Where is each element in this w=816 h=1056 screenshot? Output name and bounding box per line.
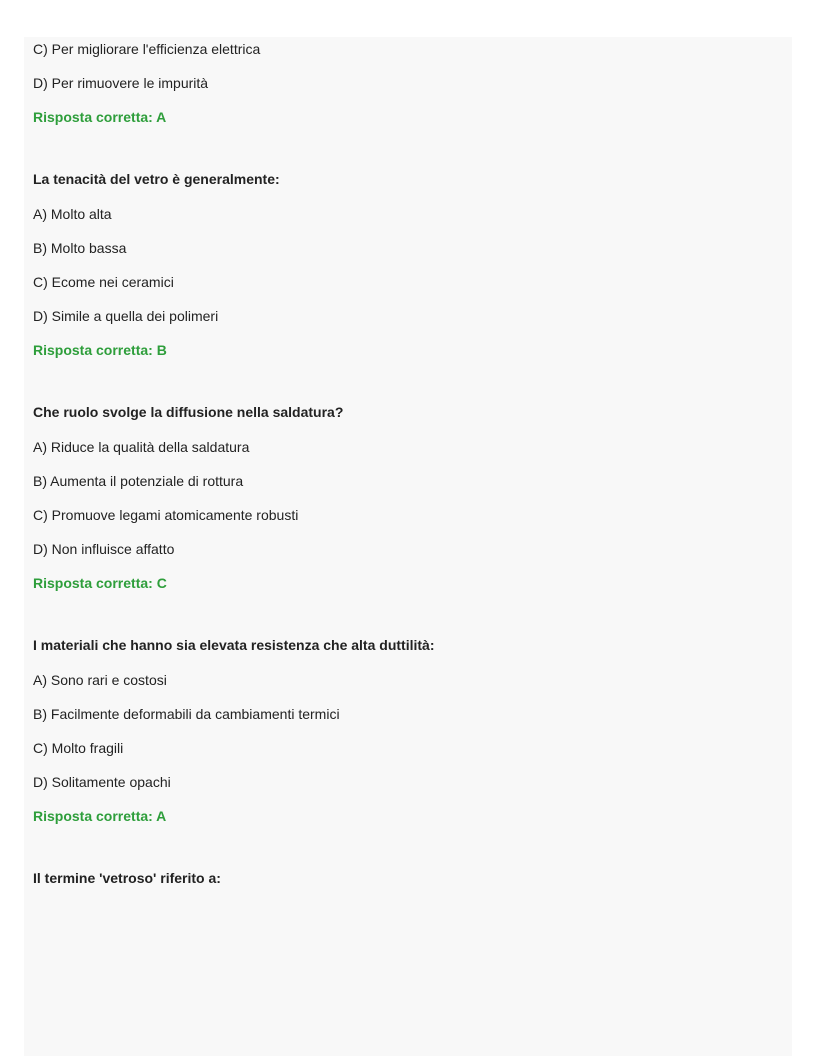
answer-option: B) Molto bassa — [33, 240, 127, 256]
answer-option: D) Simile a quella dei polimeri — [33, 308, 219, 324]
question-block — [33, 171, 783, 358]
answer-option: A) Sono rari e costosi — [33, 672, 167, 688]
answer-option: C) Promuove legami atomicamente robusti — [33, 507, 299, 523]
correct-answer: Risposta corretta: B — [33, 342, 167, 358]
question-block — [33, 637, 783, 824]
answer-option: C) Ecome nei ceramici — [33, 274, 174, 290]
question-block — [33, 37, 783, 125]
question-text: Che ruolo svolge la diffusione nella saldatura? — [33, 404, 344, 420]
quiz-panel — [24, 37, 792, 1056]
quiz-content — [33, 37, 783, 905]
question-text: La tenacità del vetro è generalmente: — [33, 171, 280, 187]
correct-answer: Risposta corretta: A — [33, 109, 167, 125]
answer-option: D) Non influisce affatto — [33, 541, 175, 557]
question-block — [33, 404, 783, 591]
question-text: Il termine 'vetroso' riferito a: — [33, 870, 221, 886]
answer-option: C) Molto fragili — [33, 740, 124, 756]
answer-option: A) Molto alta — [33, 206, 112, 222]
answer-option: D) Per rimuovere le impurità — [33, 75, 209, 91]
question-block — [33, 870, 783, 886]
answer-option: B) Aumenta il potenziale di rottura — [33, 473, 244, 489]
answer-option: B) Facilmente deformabili da cambiamenti termici — [33, 706, 340, 722]
correct-answer: Risposta corretta: A — [33, 808, 167, 824]
answer-option: C) Per migliorare l'efficienza elettrica — [33, 41, 261, 57]
answer-option: D) Solitamente opachi — [33, 774, 171, 790]
correct-answer: Risposta corretta: C — [33, 575, 167, 591]
question-text: I materiali che hanno sia elevata resistenza che alta duttilità: — [33, 637, 435, 653]
answer-option: A) Riduce la qualità della saldatura — [33, 439, 250, 455]
